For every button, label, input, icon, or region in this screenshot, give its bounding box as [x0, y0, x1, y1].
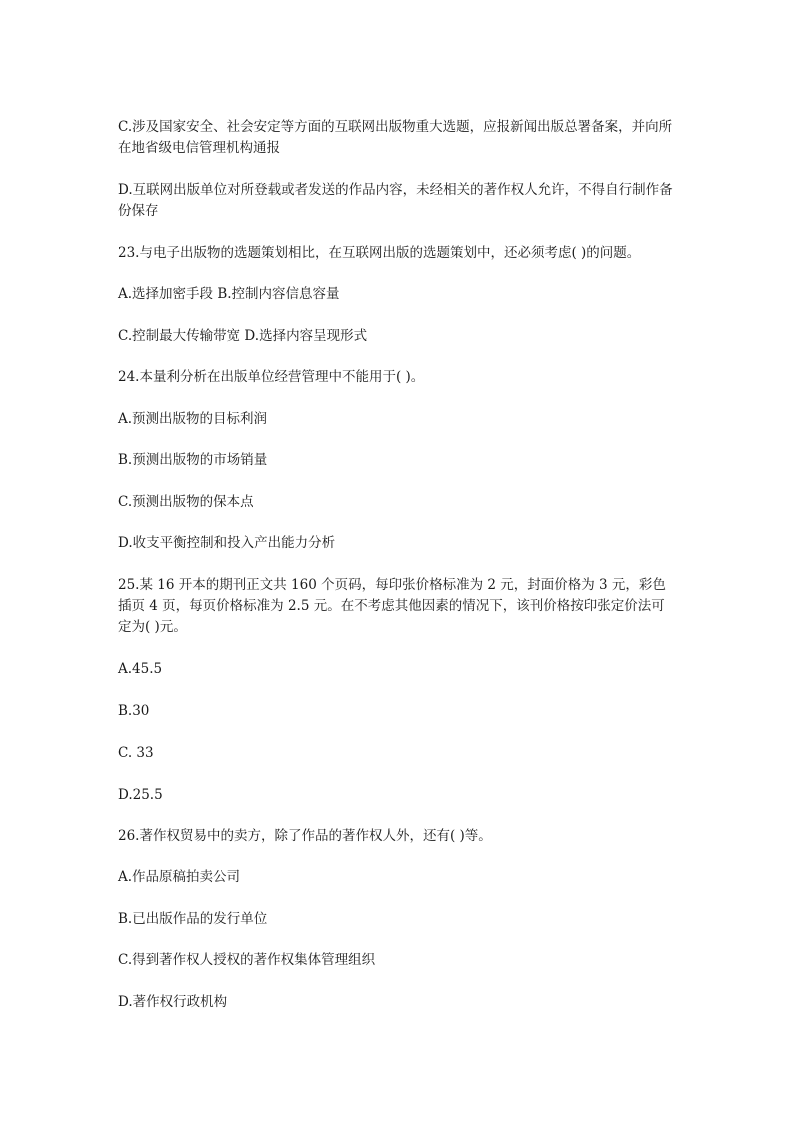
question-24: 24.本量利分析在出版单位经营管理中不能用于( )。 [118, 369, 425, 385]
option-26c: C.得到著作权人授权的著作权集体管理组织 [118, 952, 376, 968]
options-23-ab: A.选择加密手段 B.控制内容信息容量 [118, 286, 340, 302]
option-26a: A.作品原稿拍卖公司 [118, 869, 241, 885]
question-26: 26.著作权贸易中的卖方，除了作品的著作权人外，还有( )等。 [118, 828, 492, 844]
option-24b: B.预测出版物的市场销量 [118, 452, 268, 468]
option-26d: D.著作权行政机构 [118, 994, 228, 1010]
option-25b: B.30 [118, 703, 150, 719]
option-25d: D.25.5 [118, 787, 163, 803]
question-25: 25.某 16 开本的期刊正文共 160 个页码，每印张价格标准为 2 元，封面价格为 3 元，彩色插页 4 页，每页价格标准为 2.5 元。在不考虑其他因素的情况下，该刊价格按印张定价法可定为( )元。 [118, 577, 666, 635]
option-24d: D.收支平衡控制和投入产出能力分析 [118, 535, 336, 551]
option-24a: A.预测出版物的目标利润 [118, 411, 268, 427]
option-22d: D.互联网出版单位对所登载或者发送的作品内容，未经相关的著作权人允许，不得自行制作备份保存 [118, 182, 673, 219]
option-24c: C.预测出版物的保本点 [118, 494, 254, 510]
question-23: 23.与电子出版物的选题策划相比，在互联网出版的选题策划中，还必须考虑( )的问题。 [118, 245, 641, 261]
option-26b: B.已出版作品的发行单位 [118, 911, 268, 927]
option-25a: A.45.5 [118, 661, 163, 677]
options-23-cd: C.控制最大传输带宽 D.选择内容呈现形式 [118, 328, 368, 344]
option-22c: C.涉及国家安全、社会安定等方面的互联网出版物重大选题，应报新闻出版总署备案，并向所在地省级电信管理机构通报 [118, 119, 673, 156]
option-25c: C. 33 [118, 745, 154, 761]
